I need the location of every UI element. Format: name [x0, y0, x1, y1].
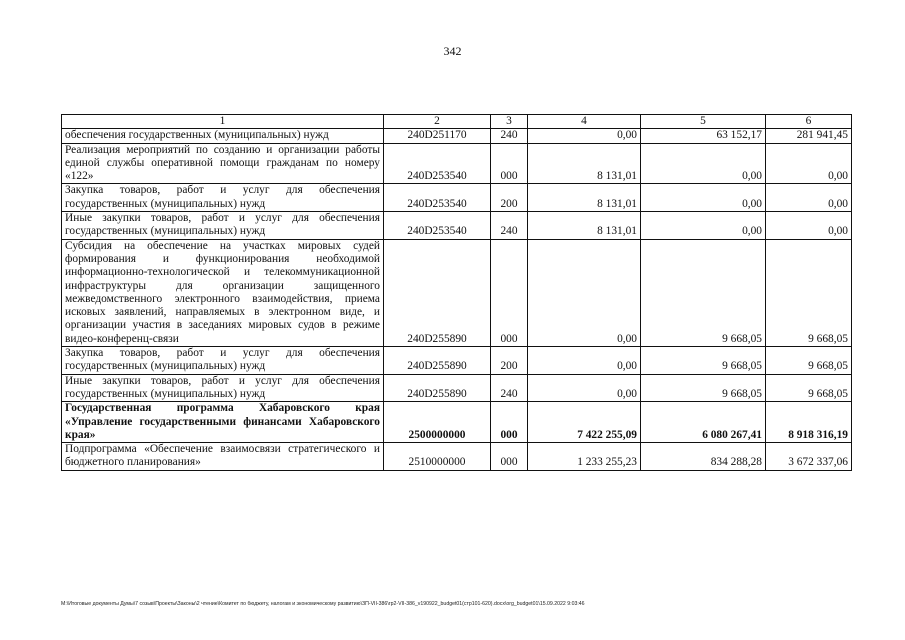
row-name-cell: Государственная программа Хабаровского края «Управление государственными финансами Хабаровского края» — [62, 402, 384, 443]
page-number: 342 — [443, 44, 462, 58]
row-value-4-cell: 8 131,01 — [528, 143, 641, 184]
row-type-cell: 240 — [491, 129, 528, 143]
table-row — [62, 374, 852, 402]
row-value-5-cell: 63 152,17 — [641, 129, 766, 143]
column-header-3: 3 — [491, 115, 528, 129]
row-value-4-cell: 8 131,01 — [528, 184, 641, 212]
row-value-4-cell: 0,00 — [528, 239, 641, 346]
row-code-cell: 240D253540 — [384, 212, 491, 240]
row-type-cell: 000 — [491, 143, 528, 184]
row-code-cell: 240D253540 — [384, 184, 491, 212]
table-header-row — [62, 115, 852, 129]
row-type-cell: 000 — [491, 239, 528, 346]
column-header-2: 2 — [384, 115, 491, 129]
row-value-4-cell: 8 131,01 — [528, 212, 641, 240]
row-type-cell: 000 — [491, 443, 528, 471]
table-row — [62, 239, 852, 346]
row-type-cell: 000 — [491, 402, 528, 443]
row-value-4-cell: 1 233 255,23 — [528, 443, 641, 471]
row-value-6-cell: 0,00 — [766, 143, 852, 184]
row-code-cell: 2510000000 — [384, 443, 491, 471]
table-row — [62, 443, 852, 471]
row-value-5-cell: 9 668,05 — [641, 374, 766, 402]
row-code-cell: 2500000000 — [384, 402, 491, 443]
row-value-6-cell: 0,00 — [766, 184, 852, 212]
column-header-4: 4 — [528, 115, 641, 129]
column-header-6: 6 — [766, 115, 852, 129]
budget-table — [61, 114, 852, 471]
row-type-cell: 200 — [491, 347, 528, 375]
row-name-cell: Субсидия на обеспечение на участках мировых судей формирования и функционирования необходимой информационно-технологической и телекоммуникационной инфраструктуры для организации защищенного межведомственного электронного взаимодействия, приема исковых заявлений, направляемых в электронном виде, и организации участия в заседаниях мировых судов в режиме видео-конференц-связи — [62, 239, 384, 346]
footer-file-path: M:\Итоговые документы Думы\7 созыв\Проекты\Законы\2 чтение\Комитет по бюджету, налогам и экономическому развитию\ЗП-VII-386\гр2-VII-386_v190922_budget01(стр101-620).docx\org_budget01\15.09.2022 9:03:46 — [61, 601, 585, 607]
table-row — [62, 143, 852, 184]
row-value-5-cell: 834 288,28 — [641, 443, 766, 471]
row-type-cell: 200 — [491, 184, 528, 212]
row-value-5-cell: 0,00 — [641, 212, 766, 240]
row-value-6-cell: 281 941,45 — [766, 129, 852, 143]
row-value-6-cell: 0,00 — [766, 212, 852, 240]
table-row — [62, 129, 852, 143]
row-value-5-cell: 6 080 267,41 — [641, 402, 766, 443]
column-header-5: 5 — [641, 115, 766, 129]
row-code-cell: 240D255890 — [384, 374, 491, 402]
row-name-cell: Закупка товаров, работ и услуг для обеспечения государственных (муниципальных) нужд — [62, 347, 384, 375]
row-value-5-cell: 0,00 — [641, 184, 766, 212]
row-value-6-cell: 3 672 337,06 — [766, 443, 852, 471]
row-type-cell: 240 — [491, 374, 528, 402]
row-value-4-cell: 7 422 255,09 — [528, 402, 641, 443]
row-value-6-cell: 9 668,05 — [766, 239, 852, 346]
row-name-cell: обеспечения государственных (муниципальных) нужд — [62, 129, 384, 143]
table-row — [62, 212, 852, 240]
row-value-4-cell: 0,00 — [528, 347, 641, 375]
column-header-1: 1 — [62, 115, 384, 129]
table-row-program — [62, 402, 852, 443]
row-code-cell: 240D251170 — [384, 129, 491, 143]
row-code-cell: 240D253540 — [384, 143, 491, 184]
row-value-5-cell: 9 668,05 — [641, 347, 766, 375]
row-name-cell: Реализация мероприятий по созданию и организации работы единой службы оперативной помощи гражданам по номеру «122» — [62, 143, 384, 184]
row-name-cell: Подпрограмма «Обеспечение взаимосвязи стратегического и бюджетного планирования» — [62, 443, 384, 471]
table-row — [62, 347, 852, 375]
row-value-4-cell: 0,00 — [528, 129, 641, 143]
row-code-cell: 240D255890 — [384, 347, 491, 375]
row-value-5-cell: 0,00 — [641, 143, 766, 184]
row-name-cell: Иные закупки товаров, работ и услуг для обеспечения государственных (муниципальных) нужд — [62, 212, 384, 240]
row-value-6-cell: 8 918 316,19 — [766, 402, 852, 443]
table-row — [62, 184, 852, 212]
row-value-6-cell: 9 668,05 — [766, 347, 852, 375]
row-value-4-cell: 0,00 — [528, 374, 641, 402]
row-value-5-cell: 9 668,05 — [641, 239, 766, 346]
row-name-cell: Закупка товаров, работ и услуг для обеспечения государственных (муниципальных) нужд — [62, 184, 384, 212]
row-type-cell: 240 — [491, 212, 528, 240]
row-value-6-cell: 9 668,05 — [766, 374, 852, 402]
row-code-cell: 240D255890 — [384, 239, 491, 346]
row-name-cell: Иные закупки товаров, работ и услуг для обеспечения государственных (муниципальных) нужд — [62, 374, 384, 402]
